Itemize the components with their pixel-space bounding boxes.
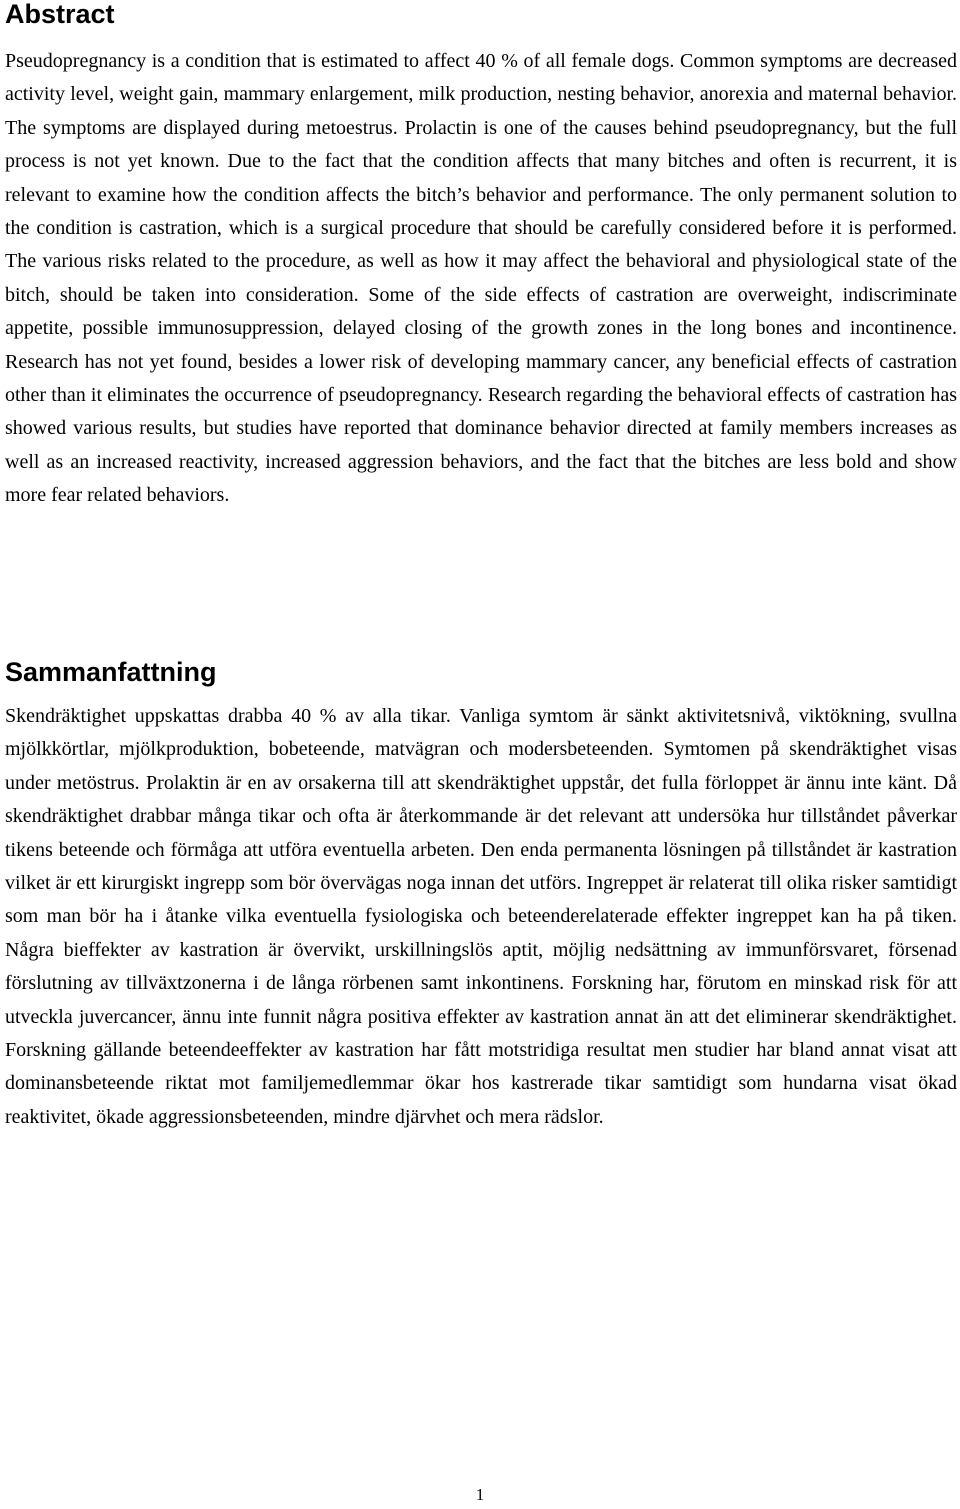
abstract-heading: Abstract xyxy=(5,0,115,29)
sammanfattning-heading: Sammanfattning xyxy=(5,657,217,687)
page-number: 1 xyxy=(475,1485,485,1504)
abstract-paragraph: Pseudopregnancy is a condition that is estimated to affect 40 % of all female dogs. Common symptoms are decreased activity level, weight gain, mammary enlargement, milk production, nesting behavior, anorexia and maternal behavior. The symptoms are displayed during metoestrus. Prolactin is one of the causes behind pseudopregnancy, but the full process is not yet known. Due to the fact that the condition affects that many bitches and often is recurrent, it is relevant to examine how the condition affects the bitch’s behavior and performance. The only permanent solution to the condition is castration, which is a surgical procedure that should be carefully considered before it is performed. The various risks related to the procedure, as well as how it may affect the behavioral and physiological state of the bitch, should be taken into consideration. Some of the side effects of castration are overweight, indiscriminate appetite, possible immunosuppression, delayed closing of the growth zones in the long bones and incontinence. Research has not yet found, besides a lower risk of developing mammary cancer, any beneficial effects of castration other than it eliminates the occurrence of pseudopregnancy. Research regarding the behavioral effects of castration has showed various results, but studies have reported that dominance behavior directed at family members increases as well as an increased reactivity, increased aggression behaviors, and the fact that the bitches are less bold and show more fear related behaviors. xyxy=(5,50,957,507)
sammanfattning-paragraph: Skendräktighet uppskattas drabba 40 % av alla tikar. Vanliga symtom är sänkt aktivitetsnivå, viktökning, svullna mjölkkörtlar, mjölkproduktion, bobeteende, matvägran och modersbeteenden. Symtomen på skendräktighet visas under metöstrus. Prolaktin är en av orsakerna till att skendräktighet uppstår, det fulla förloppet är ännu inte känt. Då skendräktighet drabbar många tikar och ofta är återkommande är det relevant att undersöka hur tillståndet påverkar tikens beteende och förmåga att utföra eventuella arbeten. Den enda permanenta lösningen på tillståndet är kastration vilket är ett kirurgiskt ingrepp som bör övervägas noga innan det utförs. Ingreppet är relaterat till olika risker samtidigt som man bör ha i åtanke vilka eventuella fysiologiska och beteenderelaterade effekter ingreppet kan ha på tiken. Några bieffekter av kastration är övervikt, urskillningslös aptit, möjlig nedsättning av immunförsvaret, försenad förslutning av tillväxtzonerna i de långa rörbenen samt inkontinens. Forskning har, förutom en minskad risk för att utveckla juvercancer, ännu inte funnit några positiva effekter av kastration annat än att det eliminerar skendräktighet. Forskning gällande beteendeeffekter av kastration har fått motstridiga resultat men studier har bland annat visat att dominansbeteende riktat mot familjemedlemmar ökar hos kastrerade tikar samtidigt som hundarna visat ökad reaktivitet, ökade aggressionsbeteenden, mindre djärvhet och mera rädslor. xyxy=(5,705,957,1128)
